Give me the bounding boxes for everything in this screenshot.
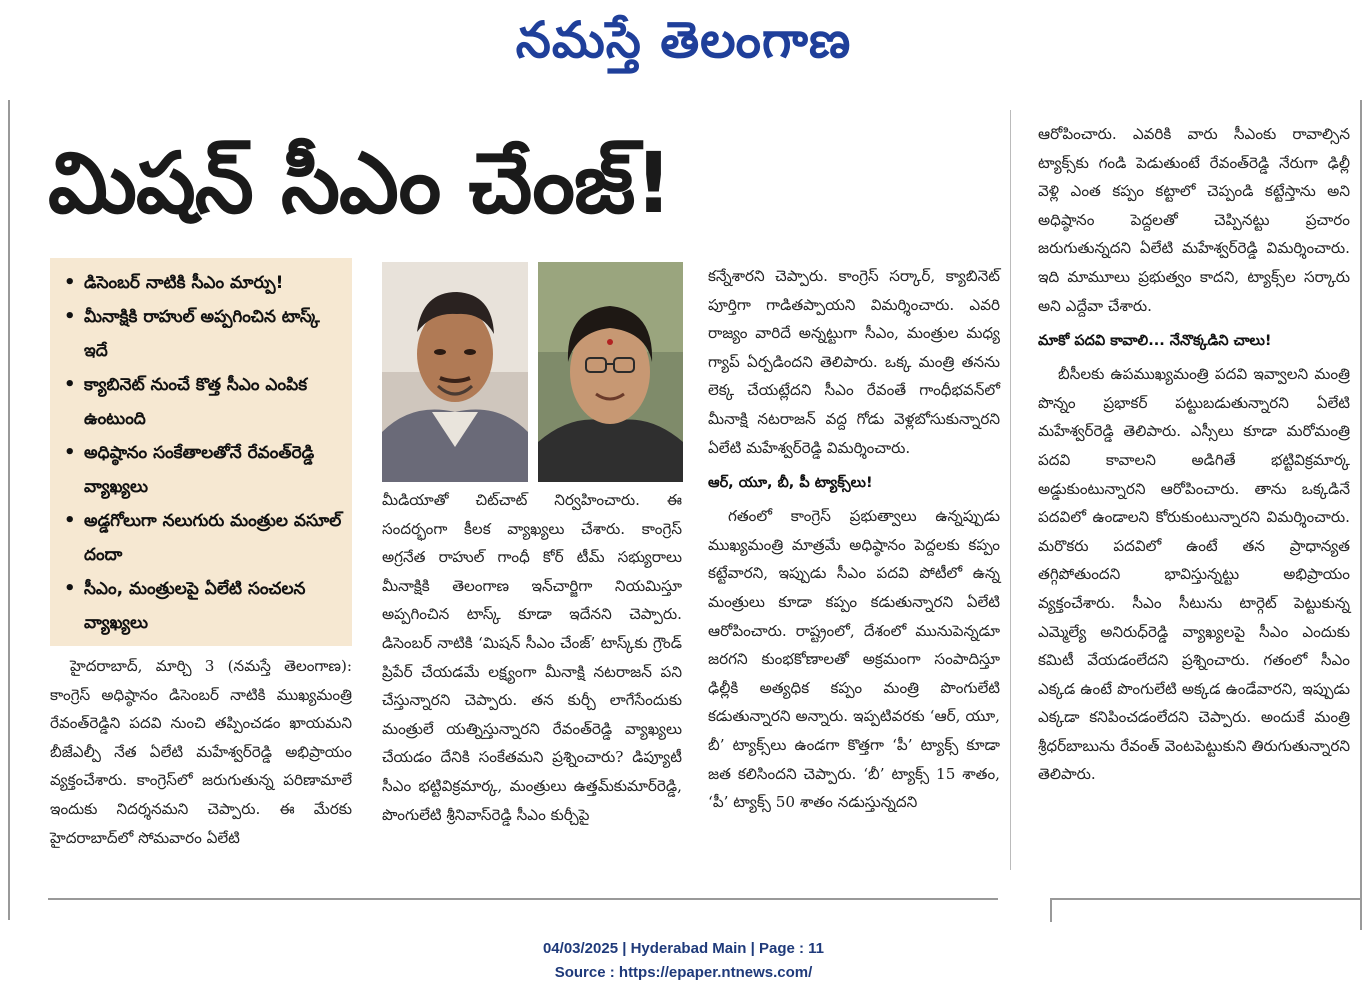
article-column-2	[382, 486, 682, 829]
article-column-4	[1038, 120, 1350, 789]
left-border	[8, 100, 10, 920]
highlight-item: • డిసెంబర్ నాటికి సీఎం మార్పు!	[64, 272, 284, 293]
article-paragraph: కన్నేశారని చెప్పారు. కాంగ్రెస్ సర్కార్, క్యాబినెట్ పూర్తిగా గాడితప్పాయని విమర్శించారు. ఎవరి రాజ్యం వారిదే అన్నట్టుగా సీఎం, మంత్రుల మధ్య గ్యాప్ ఏర్పడిందని తెలిపారు. ఒక్క మంత్రి తనను లెక్క చేయట్లేదని సీఎం రేవంతే గాంధీభవన్‌లో మీనాక్షి నటరాజన్ వద్ద గోడు వెళ్లబోసుకున్నారని ఏలేటి మహేశ్వర్‌రెడ్డి విమర్శించారు.	[708, 267, 1000, 457]
highlights-box	[50, 258, 352, 646]
article-paragraph: హైదరాబాద్, మార్చి 3 (నమస్తే తెలంగాణ): కాంగ్రెస్ అధిష్ఠానం డిసెంబర్ నాటికి ముఖ్యమంత్రి రేవంత్‌రెడ్డిని పదవి నుంచి తప్పించడం ఖాయమని బీజేఎల్పీ నేత ఏలేటి మహేశ్వర్‌రెడ్డి అభిప్రాయం వ్యక్తంచేశారు. కాంగ్రెస్‌లో జరుగుతున్న పరిణామాలే ఇందుకు నిదర్శనమని చెప్పారు. ఈ మేరకు హైదరాబాద్‌లో సోమవారం ఏలేటి	[50, 657, 352, 847]
highlight-item: • మీనాక్షికి రాహుల్ అప్పగించిన టాస్క్ ఇదే	[64, 306, 320, 361]
column-divider	[1010, 110, 1011, 870]
bottom-rule-tick	[1050, 898, 1052, 922]
right-border	[1360, 100, 1362, 930]
article-column-1	[50, 652, 352, 852]
bottom-rule	[1050, 898, 1362, 900]
masthead-logo: నమస్తే తెలంగాణ	[515, 11, 852, 69]
woman-portrait-photo	[538, 262, 683, 482]
headline: మిషన్ సీఎం చేంజ్!	[48, 134, 672, 232]
article-paragraph: గతంలో కాంగ్రెస్ ప్రభుత్వాలు ఉన్నప్పుడు ముఖ్యమంత్రి మాత్రమే అధిష్ఠానం పెద్దలకు కప్పం కట్టేవారని, ఇప్పుడు సీఎం పదవి పోటీలో ఉన్న మంత్రులు కూడా కప్పం కడుతున్నారని ఏలేటి ఆరోపించారు. రాష్ట్రంలో, దేశంలో మునుపెన్నడూ జరగని కుంభకోణాలతో అక్రమంగా సంపాదిస్తూ ఢిల్లీకి అత్యధిక కప్పం మంత్రి పొంగులేటి కడుతున్నారని అన్నారు. ఇప్పటివరకు ‘ఆర్, యూ, బీ’ ట్యాక్స్‌లు ఉండగా కొత్తగా ‘పీ’ ట్యాక్స్ కూడా జత కలిసిందని చెప్పారు. ‘బీ’ ట్యాక్స్ 15 శాతం, ‘పీ’ ట్యాక్స్ 50 శాతం నడుస్తున్నదని	[708, 507, 1000, 812]
man-portrait-photo	[382, 262, 528, 482]
highlight-item: • అధిష్ఠానం సంకేతాలతోనే రేవంత్‌రెడ్డి వ్యాఖ్యలు	[64, 442, 315, 497]
article-paragraph: బీసీలకు ఉపముఖ్యమంత్రి పదవి ఇవ్వాలని మంత్రి పొన్నం ప్రభాకర్ పట్టుబడుతున్నారని ఏలేటి మహేశ్వర్‌రెడ్డి తెలిపారు. ఎస్సీలు కూడా మరోమంత్రి పదవి కావాలని అడిగితే భట్టివిక్రమార్క అడ్డుకుంటున్నారని ఆరోపించారు. తాను ఒక్కడినే పదవిలో ఉండాలని కోరుకుంటున్నారని విమర్శించారు. మరొకరు పదవిలో ఉంటే తన ప్రాధాన్యత తగ్గిపోతుందని భావిస్తున్నట్టు అభిప్రాయం వ్యక్తంచేశారు. సీఎం సీటును టార్గెట్ పెట్టుకున్న ఎమ్మెల్యే అనిరుధ్‌రెడ్డి వ్యాఖ్యలపై సీఎం ఎందుకు కమిటీ వేయడంలేదని ప్రశ్నించారు. గతంలో సీఎం ఎక్కడ ఉంటే పొంగులేటి అక్కడ ఉండేవారని, ఇప్పుడు ఎక్కడా కనిపించడంలేదని చెప్పారు. అందుకే మంత్రి శ్రీధర్‌బాబును రేవంత్ వెంటపెట్టుకుని తిరుగుతున్నారని తెలిపారు.	[1038, 365, 1350, 784]
highlight-item: • సీఎం, మంత్రులపై ఏలేటి సంచలన వ్యాఖ్యలు	[64, 578, 306, 633]
highlight-item: • క్యాబినెట్ నుంచే కొత్త సీఎం ఎంపిక ఉంటుంది	[64, 374, 308, 429]
footer-source-link[interactable]: Source : https://epaper.ntnews.com/	[554, 964, 813, 981]
article-column-3	[708, 262, 1000, 817]
footer-edition-info: 04/03/2025 | Hyderabad Main | Page : 11	[542, 940, 825, 957]
highlight-item: • అడ్డగోలుగా నలుగురు మంత్రుల వసూల్ దందా	[64, 510, 342, 565]
article-paragraph: మీడియాతో చిట్‌చాట్ నిర్వహించారు. ఈ సందర్భంగా కీలక వ్యాఖ్యలు చేశారు. కాంగ్రెస్ అగ్రనేత రాహుల్ గాంధీ కోర్ టీమ్ సభ్యురాలు మీనాక్షికి తెలంగాణ ఇన్‌చార్జిగా నియమిస్తూ అప్పగించిన టాస్క్ కూడా ఇదేనని చెప్పారు. డిసెంబర్ నాటికి ‘మిషన్ సీఎం చేంజ్’ టాస్క్‌కు గ్రౌండ్ ప్రిపేర్ చేయడమే లక్ష్యంగా మీనాక్షి నటరాజన్ పని చేస్తున్నారని చెప్పారు. తన కుర్చీ లాగేసేందుకు మంత్రులే యత్నిస్తున్నారని రేవంత్‌రెడ్డి వ్యాఖ్యలు చేయడం దేనికి సంకేతమని ప్రశ్నించారు? డిప్యూటీ సీఎం భట్టివిక్రమార్క, మంత్రులు ఉత్తమ్‌కుమార్‌రెడ్డి, పొంగులేటి శ్రీనివాస్‌రెడ్డి సీఎం కుర్చీపై	[382, 491, 682, 824]
article-paragraph: ఆరోపించారు. ఎవరికి వారు సీఎంకు రావాల్సిన ట్యాక్స్‌కు గండి పెడుతుంటే రేవంత్‌రెడ్డి నేరుగా ఢిల్లీ వెళ్లి ఎంత కప్పం కట్టాలో చెప్పండి కట్టేస్తాను అని అధిష్ఠానం పెద్దలతో చెప్పినట్టు ప్రచారం జరుగుతున్నదని ఏలేటి మహేశ్వర్‌రెడ్డి విమర్శించారు. ఇది మామూలు ప్రభుత్వం కాదని, ట్యాక్స్‌ల సర్కారు అని ఎద్దేవా చేశారు.	[1038, 125, 1350, 315]
subheading: మాకో పదవి కావాలి... నేనొక్కడిని చాలు!	[1038, 333, 1272, 350]
bottom-rule	[48, 898, 998, 900]
subheading: ఆర్, యూ, బీ, పీ ట్యాక్స్‌లు!	[708, 475, 873, 492]
